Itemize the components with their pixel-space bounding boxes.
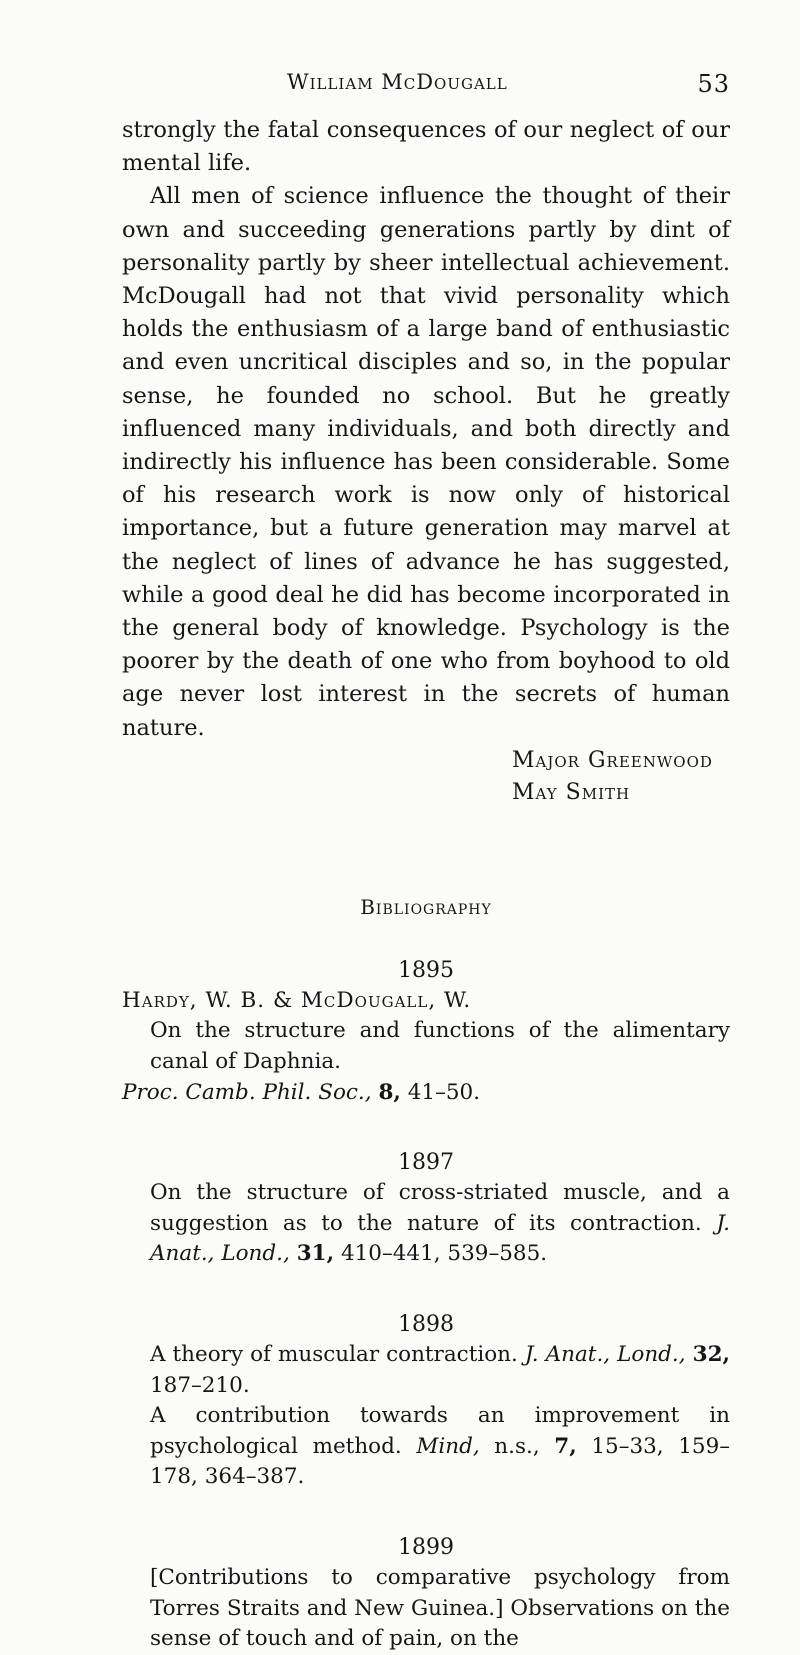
- bib-entry-journal: Proc. Camb. Phil. Soc.,: [122, 1079, 372, 1105]
- bibliography-heading: Bibliography: [360, 894, 492, 919]
- bib-entry-journal: J. Anat., Lond.,: [524, 1342, 686, 1368]
- bib-entry-1897: [122, 1178, 730, 1270]
- bib-entry-citation: [122, 1078, 730, 1109]
- bib-entry-title: On the structure and functions of the alimentary canal of Daphnia.: [150, 1018, 730, 1075]
- bib-entry-volume: 7,: [554, 1433, 577, 1459]
- page-number: 53: [697, 70, 730, 98]
- signature: [512, 745, 730, 809]
- paragraph-continuation: strongly the fatal consequences of our neglect of our mental life.: [122, 117, 730, 177]
- signature-author-1: Major Greenwood: [512, 747, 713, 773]
- bib-entry-volume: 31,: [296, 1241, 335, 1267]
- bib-entry-body: [122, 1563, 730, 1655]
- bib-entry-title: A theory of muscular contraction.: [150, 1342, 518, 1368]
- bib-entry-body: [122, 1178, 730, 1270]
- bib-entry-body: [122, 1016, 730, 1077]
- bib-entry-journal: Mind,: [416, 1433, 480, 1459]
- year-1897: 1897: [398, 1150, 454, 1176]
- paragraph-main: All men of science influence the thought of their own and succeeding generations partly by dint of personality partly by sheer intellectual achievement. McDougall had not that vivid personality which holds the enthusiasm of a large band of enthusiastic and even uncritical disciples and so, in the popular sense, he founded no school. But he greatly influenced many individuals, and both directly and indirectly his influence has been considerable. Some of his research work is now only of historical importance, but a future generation may marvel at the neglect of lines of advance he has suggested, while a good deal he did has become incorporated in the general body of knowledge. Psychology is the poorer by the death of one who from boyhood to old age never lost interest in the secrets of human nature.: [122, 183, 730, 741]
- body-text: [122, 114, 730, 745]
- page: [122, 58, 730, 1655]
- bib-entry-body: [122, 1340, 730, 1401]
- bib-entry-1895: [122, 986, 730, 1108]
- year-1899: 1899: [398, 1534, 454, 1560]
- bib-entry-title: On the structure of cross-striated muscle, and a suggestion as to the nature of its contraction.: [150, 1180, 730, 1236]
- bib-entry-1898b: [122, 1401, 730, 1493]
- bib-entry-title: [Contributions to comparative psychology from Torres Straits and New Guinea.] Observations on the sense of touch and of pain, on the: [150, 1564, 730, 1652]
- bib-entry-pages: 187–210.: [150, 1372, 250, 1398]
- bib-entry-1899: [122, 1563, 730, 1655]
- bib-entry-pages: 41–50.: [407, 1079, 481, 1105]
- bib-entry-authors: Hardy, W. B. & McDougall, W.: [122, 987, 472, 1013]
- bib-entry-volume: 32,: [692, 1342, 731, 1368]
- bib-entry-series: n.s.,: [494, 1433, 540, 1459]
- bib-entry-pages: 410–441, 539–585.: [340, 1241, 548, 1267]
- bib-entry-journal: J. Anat., Lond.,: [150, 1210, 730, 1267]
- bib-entry-volume: 8,: [378, 1079, 401, 1105]
- bib-entry-title: A contribution towards an improvement in psychological method.: [150, 1403, 730, 1459]
- year-1895: 1895: [398, 957, 454, 983]
- year-1898: 1898: [398, 1312, 454, 1338]
- bib-entry-body: [122, 1401, 730, 1493]
- bib-entry-pages: 15–33, 159–178, 364–387.: [150, 1433, 731, 1490]
- running-head: [122, 58, 730, 98]
- running-head-title: William McDougall: [287, 70, 508, 94]
- bib-entry-1898a: [122, 1340, 730, 1401]
- signature-author-2: May Smith: [512, 779, 631, 805]
